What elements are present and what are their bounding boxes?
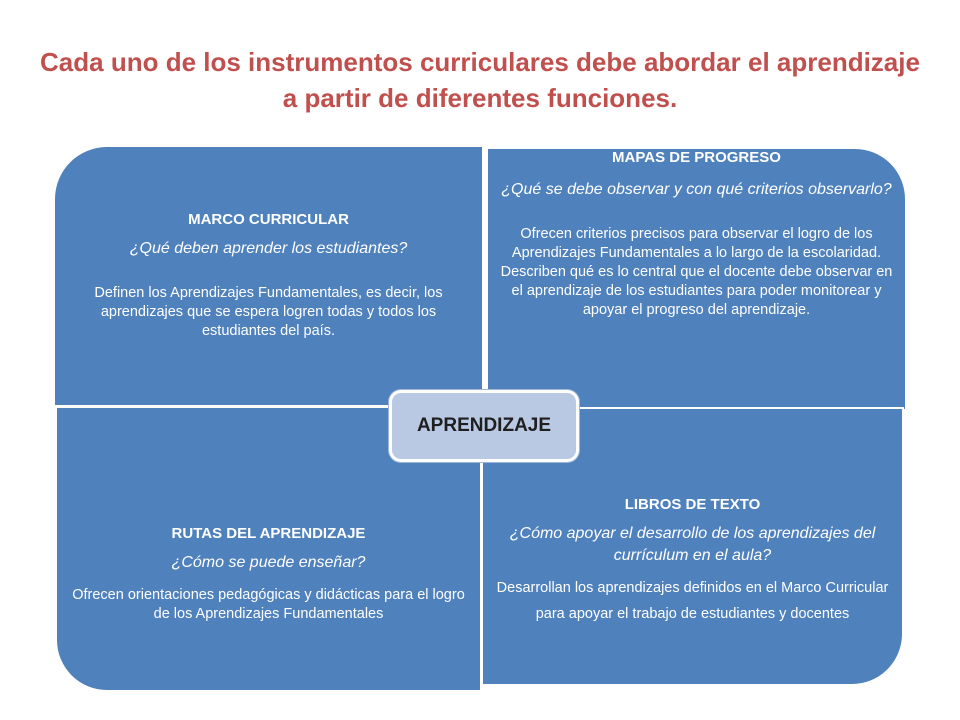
quadrant-description: Desarrollan los aprendizajes definidos en el Marco Curricular para apoyar el trabajo de estudiantes y docentes	[496, 580, 889, 622]
quadrant-title: RUTAS DEL APRENDIZAJE	[171, 524, 366, 542]
quadrant-description: Ofrecen criterios precisos para observar el logro de los Aprendizajes Fundamentales a lo largo de la escolaridad. Describen qué es lo central que el docente debe observar en el aprendizaje de los estudiantes para poder monitorear y apoyar el progreso del aprendizaje.	[500, 226, 893, 318]
quadrant-mapas-de-progreso	[486, 147, 907, 411]
quadrant-title: MARCO CURRICULAR	[188, 211, 349, 228]
quadrant-question: ¿Cómo se puede enseñar?	[171, 553, 366, 571]
quadrant-title: MAPAS DE PROGRESO	[612, 149, 781, 166]
quadrant-title: LIBROS DE TEXTO	[624, 496, 761, 513]
quadrant-description: Definen los Aprendizajes Fundamentales, es decir, los aprendizajes que se espera logren todas y todos los estudiantes del país.	[94, 285, 443, 339]
quadrant-description: Ofrecen orientaciones pedagógicas y didácticas para el logro de los Aprendizajes Fundamentales	[72, 586, 465, 622]
center-aprendizaje-box: APRENDIZAJE	[389, 390, 579, 462]
quadrant-question: ¿Qué deben aprender los estudiantes?	[129, 240, 408, 257]
quadrant-marco-curricular	[55, 147, 482, 405]
quadrant-question: ¿Qué se debe observar y con qué criterios observarlo?	[501, 181, 892, 198]
quadrant-question: ¿Cómo apoyar el desarrollo de los aprendizajes del currículum en el aula?	[509, 525, 876, 564]
slide-title: Cada uno de los instrumentos curriculares debe abordar el aprendizaje a partir de diferentes funciones.	[40, 47, 920, 113]
